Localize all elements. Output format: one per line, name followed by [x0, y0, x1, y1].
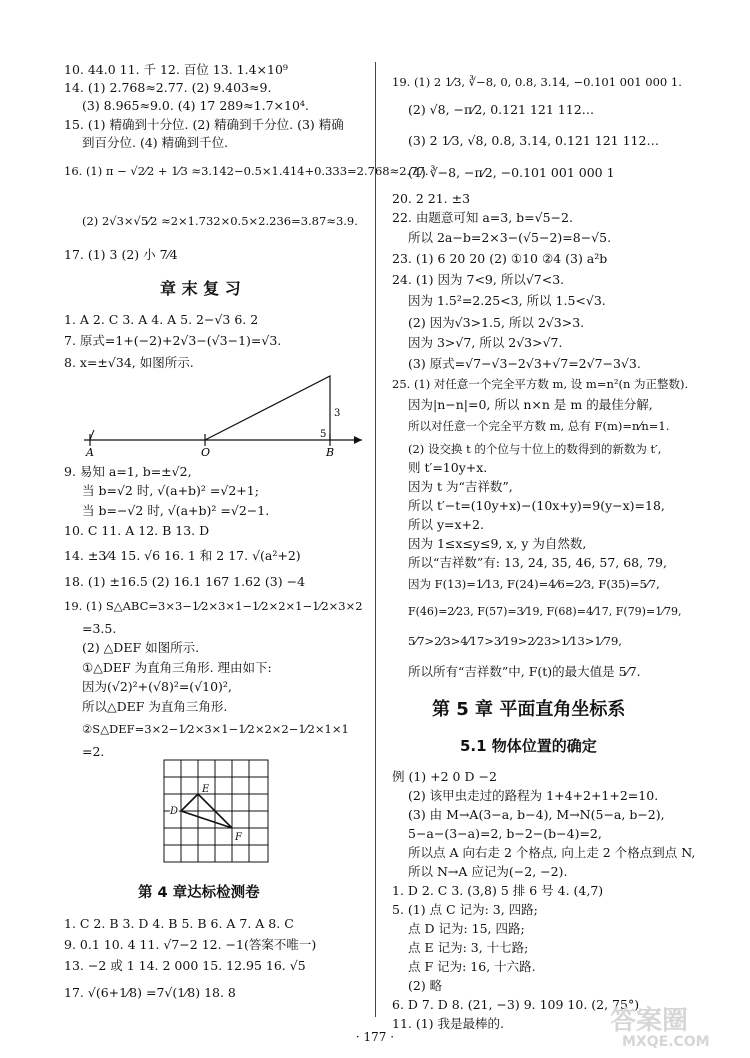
answer-line: 所以 N→A 应记为(−2, −2).: [408, 864, 568, 879]
grid-figure: [162, 758, 272, 864]
answer-line: ②S△DEF=3×2−1⁄2×3×1−1⁄2×2×2−1⁄2×1×1: [82, 722, 349, 736]
answer-line: (3) 8.965≈9.0. (4) 17 289≈1.7×10⁴.: [82, 98, 309, 113]
answer-line: 5. (1) 点 C 记为: 3, 四路;: [392, 902, 538, 917]
answer-line: 10. C 11. A 12. B 13. D: [64, 523, 210, 538]
answer-line: 19. (1) S△ABC=3×3−1⁄2×3×1−1⁄2×2×1−1⁄2×3×2: [64, 599, 363, 613]
column-divider: [375, 62, 376, 1017]
answer-line: 所以 t′−t=(10y+x)−(10x+y)=9(y−x)=18,: [408, 498, 665, 513]
answer-line: 当 b=−√2 时, √(a+b)² =√2−1.: [82, 503, 270, 518]
answer-line: 所以“吉祥数”有: 13, 24, 35, 46, 57, 68, 79,: [408, 555, 667, 570]
answer-line: 所以 2a−b=2×3−(√5−2)=8−√5.: [408, 230, 612, 245]
answer-line: 因为 t 为“吉祥数”,: [408, 479, 513, 494]
answer-line: 17. (1) 3 (2) 小 7⁄4: [64, 247, 178, 262]
answer-line: (2) 因为√3>1.5, 所以 2√3>3.: [408, 315, 585, 330]
label-5: 5: [320, 429, 327, 440]
answer-line: =3.5.: [82, 621, 117, 636]
answer-line: =2.: [82, 744, 105, 759]
label-3: 3: [334, 408, 341, 419]
page-number: · 177 ·: [355, 1030, 395, 1044]
answer-line: 15. (1) 精确到十分位. (2) 精确到千分位. (3) 精确: [64, 117, 344, 132]
answer-line: 19. (1) 2 1⁄3, ∛−8, 0, 0.8, 3.14, −0.101 001 000 1.: [392, 75, 682, 89]
answer-line: 1. D 2. C 3. (3,8) 5 排 6 号 4. (4,7): [392, 883, 604, 898]
axis-arrow: [354, 436, 362, 444]
answer-line: 13. −2 或 1 14. 2 000 15. 12.95 16. √5: [64, 958, 306, 973]
label-f: F: [235, 832, 242, 843]
answer-line: 点 F 记为: 16, 十六路.: [408, 959, 536, 974]
chapter5-heading: 第 5 章 平面直角坐标系: [432, 699, 626, 720]
answer-line: (2) 略: [408, 978, 443, 993]
answer-line: 当 b=√2 时, √(a+b)² =√2+1;: [82, 483, 259, 498]
answer-line: (2) 设交换 t 的个位与十位上的数得到的新数为 t′,: [408, 442, 662, 456]
right-triangle: [205, 376, 330, 440]
answer-line: 1. C 2. B 3. D 4. B 5. B 6. A 7. A 8. C: [64, 916, 294, 931]
answer-line: 因为 1.5²=2.25<3, 所以 1.5<√3.: [408, 293, 606, 308]
answer-line: 9. 易知 a=1, b=±√2,: [64, 464, 192, 479]
section51-heading: 5.1 物体位置的确定: [460, 737, 597, 755]
answer-line: 14. ±3⁄4 15. √6 16. 1 和 2 17. √(a²+2): [64, 548, 301, 563]
answer-line: (3) 原式=√7−√3−2√3+√7=2√7−3√3.: [408, 356, 641, 371]
answer-line: 18. (1) ±16.5 (2) 16.1 167 1.62 (3) −4: [64, 574, 306, 589]
answer-line: (2) √8, −π⁄2, 0.121 121 112…: [408, 102, 595, 117]
label-b: B: [326, 446, 335, 458]
label-o: O: [201, 446, 211, 458]
answer-line: 因为(√2)²+(√8)²=(√10)²,: [82, 679, 232, 694]
number-line-figure: [80, 368, 370, 458]
answer-line: 17. √(6+1⁄8) =7√(1⁄8) 18. 8: [64, 985, 236, 1000]
answer-line: 所以所有“吉祥数”中, F(t)的最大值是 5⁄7.: [408, 664, 641, 679]
answer-line: 所以对任意一个完全平方数 m, 总有 F(m)=n⁄n=1.: [408, 419, 670, 433]
answer-line: 6. D 7. D 8. (21, −3) 9. 109 10. (2, 75°): [392, 997, 640, 1012]
label-d: D: [170, 806, 179, 817]
answer-line: 9. 0.1 10. 4 11. √7−2 12. −1(答案不唯一): [64, 937, 317, 952]
answer-line: 11. (1) 我是最棒的.: [392, 1016, 505, 1031]
answer-line: (3) 2 1⁄3, √8, 0.8, 3.14, 0.121 121 112…: [408, 133, 659, 148]
label-e: E: [202, 784, 210, 795]
answer-line: 则 t′=10y+x.: [408, 460, 488, 475]
answer-line: 24. (1) 因为 7<9, 所以√7<3.: [392, 272, 565, 287]
answer-line: 20. 2 21. ±3: [392, 191, 471, 206]
answer-line: 例 (1) +2 0 D −2: [392, 769, 497, 784]
answer-line: 所以点 A 向右走 2 个格点, 向上走 2 个格点到点 N,: [408, 845, 696, 860]
answer-line: 1. A 2. C 3. A 4. A 5. 2−√3 6. 2: [64, 312, 259, 327]
answer-line: 14. (1) 2.768≈2.77. (2) 9.403≈9.: [64, 80, 272, 95]
answer-line: 点 E 记为: 3, 十七路;: [408, 940, 529, 955]
answer-line: 到百分位. (4) 精确到千位.: [82, 135, 229, 150]
unit-test-heading: 第 4 章达标检测卷: [138, 885, 260, 901]
answer-line: 因为 F(13)=1⁄13, F(24)=4⁄6=2⁄3, F(35)=5⁄7,: [408, 577, 660, 591]
answer-line: 22. 由题意可知 a=3, b=√5−2.: [392, 210, 573, 225]
answer-line: (2) 2√3×√5⁄2 ≈2×1.732×0.5×2.236=3.87≈3.9.: [82, 214, 358, 228]
answer-line: (2) △DEF 如图所示.: [82, 640, 200, 655]
answer-line: (4) ∛−8, −π⁄2, −0.101 001 000 1: [408, 165, 615, 180]
answer-line: 25. (1) 对任意一个完全平方数 m, 设 m=n²(n 为正整数).: [392, 377, 689, 391]
answer-line: 所以 y=x+2.: [408, 517, 484, 532]
answer-line: (3) 由 M→A(3−a, b−4), M→N(5−a, b−2),: [408, 807, 665, 822]
label-a: A: [86, 446, 94, 458]
watermark-url: MXQE.COM: [622, 1034, 710, 1050]
answer-line: 5−a−(3−a)=2, b−2−(b−4)=2,: [408, 826, 602, 841]
watermark-logo: 答案圈: [610, 1006, 689, 1036]
answer-line: 因为 3>√7, 所以 2√3>√7.: [408, 335, 563, 350]
answer-line: 7. 原式=1+(−2)+2√3−(√3−1)=√3.: [64, 333, 282, 348]
answer-line: 23. (1) 6 20 20 (2) ①10 ②4 (3) a²b: [392, 251, 608, 266]
answer-line: 因为 1≤x≤y≤9, x, y 为自然数,: [408, 536, 587, 551]
answer-line: 5⁄7>2⁄3>4⁄17>3⁄19>2⁄23>1⁄13>1⁄79,: [408, 634, 622, 648]
answer-line: 所以△DEF 为直角三角形.: [82, 699, 228, 714]
answer-line: 8. x=±√34, 如图所示.: [64, 355, 194, 370]
answer-line: 16. (1) π − √2⁄2 + 1⁄3 ≈3.142−0.5×1.414+0.333=2.768≈2.77.: [64, 164, 429, 178]
answer-line: 因为|n−n|=0, 所以 n×n 是 m 的最佳分解,: [408, 397, 653, 412]
answer-line: (2) 该甲虫走过的路程为 1+4+2+1+2=10.: [408, 788, 659, 803]
answer-line: ①△DEF 为直角三角形. 理由如下:: [82, 660, 272, 675]
answer-line: F(46)=2⁄23, F(57)=3⁄19, F(68)=4⁄17, F(79)=1⁄79,: [408, 605, 682, 618]
chapter-review-heading: 章 末 复 习: [160, 279, 241, 298]
answer-line: 点 D 记为: 15, 四路;: [408, 921, 525, 936]
answer-line: 10. 44.0 11. 千 12. 百位 13. 1.4×10⁹: [64, 62, 288, 77]
